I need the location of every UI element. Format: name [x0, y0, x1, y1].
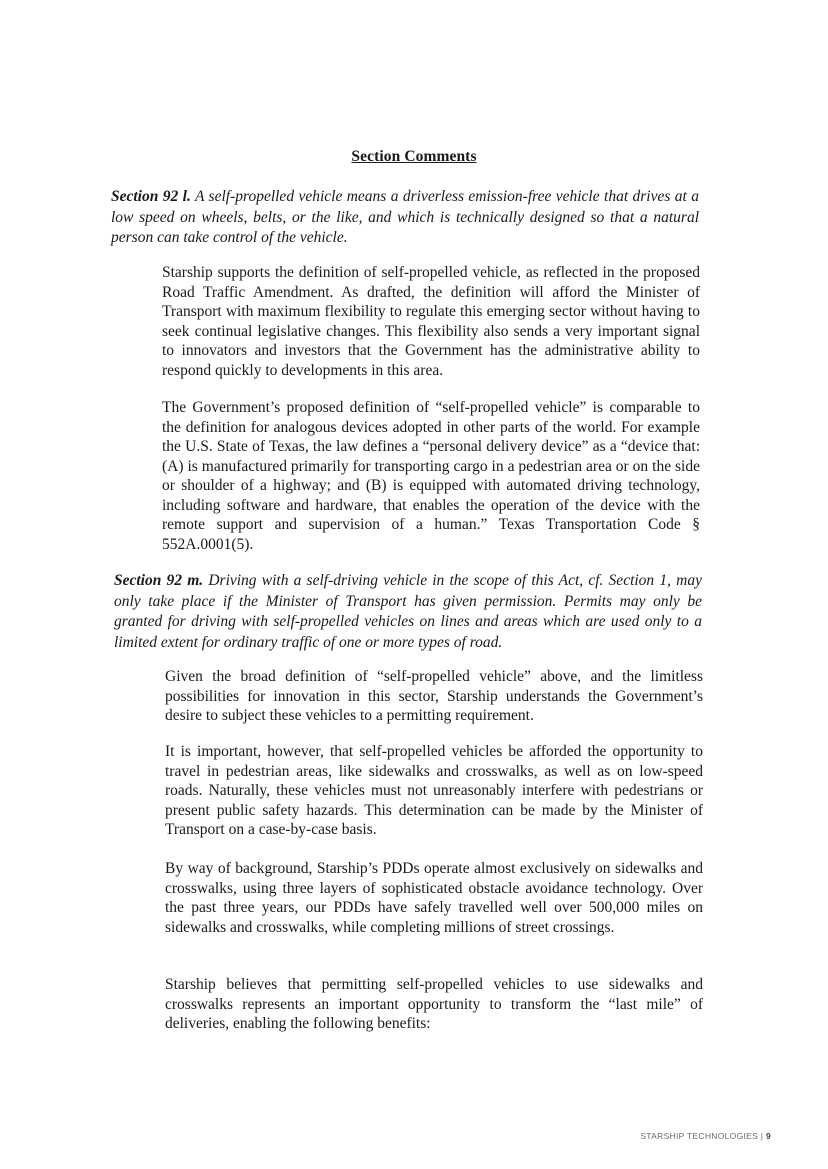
section-92m-quote	[114, 571, 702, 653]
comment-paragraph: By way of background, Starship’s PDDs operate almost exclusively on sidewalks and crosswalks, using three layers of sophisticated obstacle avoidance technology. Over the past three years, our PDDs have safely travelled well over 500,000 miles on sidewalks and crosswalks, while completing millions of street crossings.	[165, 860, 703, 936]
page-number: 9	[765, 1131, 771, 1141]
page-footer	[640, 1131, 771, 1141]
comment-paragraph: Starship believes that permitting self-propelled vehicles to use sidewalks and crosswalks represents an important opportunity to transform the “last mile” of deliveries, enabling the following benefits:	[165, 976, 703, 1032]
section-92m-text: Driving with a self-driving vehicle in the scope of this Act, cf. Section 1, may only take place if the Minister of Transport has given permission. Permits may only be granted for driving with self-propelled vehicles on lines and areas which are used only to a limited extent for ordinary traffic of one or more types of road.	[114, 572, 702, 651]
comment-paragraph: The Government’s proposed definition of “self-propelled vehicle” is comparable to the definition for analogous devices adopted in other parts of the world. For example the U.S. State of Texas, the law defines a “personal delivery device” as a “device that: (A) is manufactured primarily for transporting cargo in a pedestrian area or on the side or shoulder of a highway; and (B) is equipped with automated driving technology, including software and hardware, that enables the operation of the device with the remote support and supervision of a human.” Texas Transportation Code § 552A.0001(5).	[162, 399, 700, 553]
footer-separator: |	[760, 1131, 764, 1141]
section-92l-quote	[111, 187, 699, 249]
section-92l-label: Section 92 l.	[111, 188, 191, 205]
section-92m-label: Section 92 m.	[114, 572, 204, 589]
comment-paragraph: Starship supports the definition of self-propelled vehicle, as reflected in the proposed Road Traffic Amendment. As drafted, the definition will afford the Minister of Transport with maximum flexibility to regulate this emerging sector without having to seek continual legislative changes. This flexibility also sends a very important signal to innovators and investors that the Government has the administrative ability to respond quickly to developments in this area.	[162, 264, 700, 379]
comment-paragraph: Given the broad definition of “self-propelled vehicle” above, and the limitless possibilities for innovation in this sector, Starship understands the Government’s desire to subject these vehicles to a permitting requirement.	[165, 668, 703, 724]
page-heading: Section Comments	[351, 148, 477, 165]
section-92l-text: A self-propelled vehicle means a driverless emission-free vehicle that drives at a low speed on wheels, belts, or the like, and which is technically designed so that a natural person can take control of the vehicle.	[111, 188, 699, 246]
comment-paragraph: It is important, however, that self-propelled vehicles be afforded the opportunity to travel in pedestrian areas, like sidewalks and crosswalks, as well as on low-speed roads. Naturally, these vehicles must not unreasonably interfere with pedestrians or present public safety hazards. This determination can be made by the Minister of Transport on a case-by-case basis.	[165, 743, 703, 838]
footer-brand: STARSHIP TECHNOLOGIES	[640, 1131, 759, 1141]
